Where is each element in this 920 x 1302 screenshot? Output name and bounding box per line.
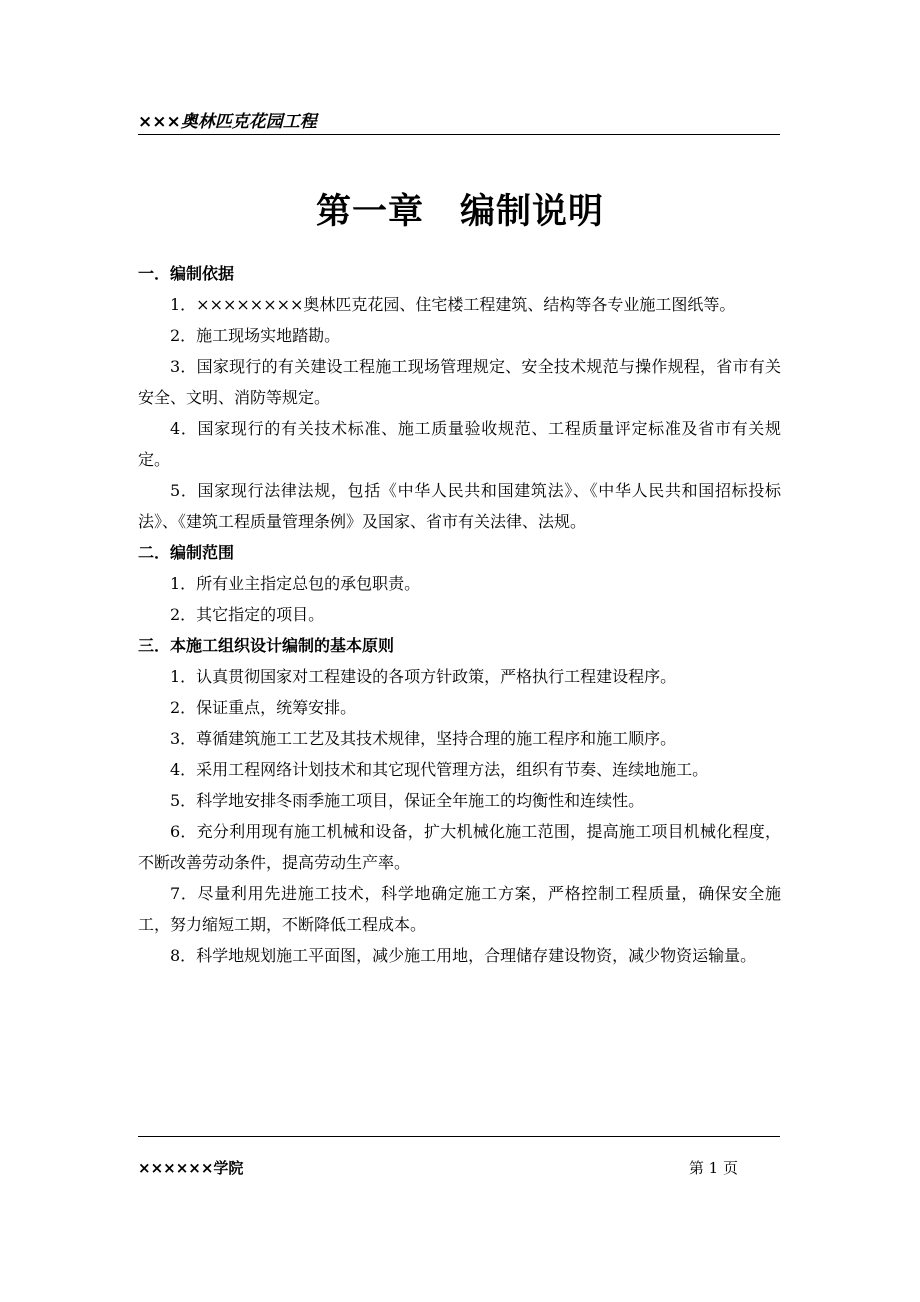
section-heading: 三．本施工组织设计编制的基本原则 xyxy=(138,636,395,655)
page-footer xyxy=(138,1136,780,1177)
footer-institution: ××××××学院 xyxy=(138,1159,244,1177)
list-item: 1．认真贯彻国家对工程建设的各项方针政策，严格执行工程建设程序。 xyxy=(170,667,677,686)
list-item: 8．科学地规划施工平面图，减少施工用地，合理储存建设物资，减少物资运输量。 xyxy=(170,946,757,965)
section-heading: 一．编制依据 xyxy=(138,264,235,283)
header-title: ×××奥林匹克花园工程 xyxy=(138,112,317,132)
list-item: 4．采用工程网络计划技术和其它现代管理方法，组织有节奏、连续地施工。 xyxy=(170,760,709,779)
list-item: 1．××××××××奥林匹克花园、住宅楼工程建筑、结构等各专业施工图纸等。 xyxy=(170,295,736,314)
list-item: 1．所有业主指定总包的承包职责。 xyxy=(170,574,421,593)
list-item: 5．国家现行法律法规，包括《中华人民共和国建筑法》、《中华人民共和国招标投标法》、《建筑工程质量管理条例》及国家、省市有关法律、法规。 xyxy=(138,481,781,531)
list-item: 7．尽量利用先进施工技术，科学地确定施工方案，严格控制工程质量，确保安全施工，努力缩短工期，不断降低工程成本。 xyxy=(138,884,781,934)
chapter-title: 第一章 编制说明 xyxy=(315,192,604,232)
list-item: 3．国家现行的有关建设工程施工现场管理规定、安全技术规范与操作规程，省市有关安全、文明、消防等规定。 xyxy=(138,357,781,407)
list-item: 6．充分利用现有施工机械和设备，扩大机械化施工范围，提高施工项目机械化程度，不断改善劳动条件，提高劳动生产率。 xyxy=(138,822,781,872)
list-item: 3．尊循建筑施工工艺及其技术规律，坚持合理的施工程序和施工顺序。 xyxy=(170,729,677,748)
page-header xyxy=(138,110,780,135)
list-item: 2．其它指定的项目。 xyxy=(170,605,325,624)
list-item: 5．科学地安排冬雨季施工项目，保证全年施工的均衡性和连续性。 xyxy=(170,791,645,810)
list-item: 4．国家现行的有关技术标准、施工质量验收规范、工程质量评定标准及省市有关规定。 xyxy=(138,419,781,469)
document-body xyxy=(138,258,781,971)
list-item: 2．施工现场实地踏勘。 xyxy=(170,326,341,345)
list-item: 2．保证重点，统筹安排。 xyxy=(170,698,357,717)
section-heading: 二．编制范围 xyxy=(138,543,235,562)
page-number: 第 1 页 xyxy=(688,1159,738,1177)
